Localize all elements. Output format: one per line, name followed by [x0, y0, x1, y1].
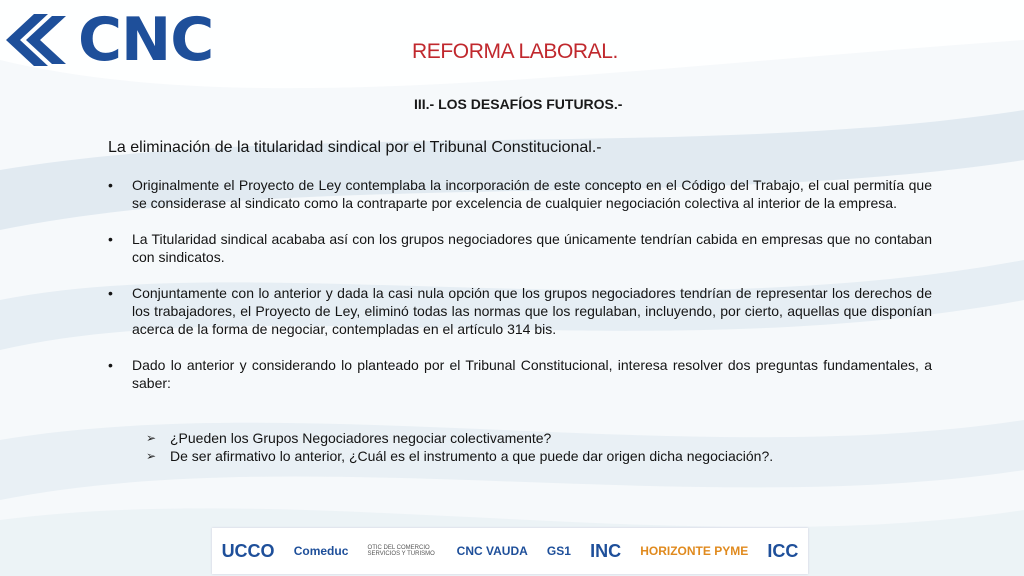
bullet-text: Originalmente el Proyecto de Ley contemplaba la incorporación de este concepto en el Código del Trabajo, el cual permitía que se considerase al sindicato como la contraparte por excelencia de cualquier negociación colectiva al interior de la empresa. — [132, 177, 932, 211]
cnc-logo — [4, 5, 240, 75]
bullet-marker: • — [108, 357, 113, 373]
icc-logo: ICC — [767, 540, 799, 561]
bullet-marker: • — [108, 231, 113, 247]
bullet-item — [108, 356, 932, 392]
bullet-marker: • — [108, 285, 113, 301]
ucco-logo: UCCO — [221, 540, 275, 561]
question-text: De ser afirmativo lo anterior, ¿Cuál es el instrumento a que puede dar origen dicha negociación?. — [170, 448, 774, 464]
otic-logo: OTIC DEL COMERCIO SERVICIOS Y TURISMO — [367, 545, 435, 557]
section-heading: III.- LOS DESAFÍOS FUTUROS.- — [414, 96, 623, 112]
bullet-text: Dado lo anterior y considerando lo planteado por el Tribunal Constitucional, interesa resolver dos preguntas fundamentales, a saber: — [132, 357, 932, 391]
sponsor-logo-strip — [212, 528, 808, 574]
bullet-marker: • — [108, 177, 113, 193]
cnc-vauda-logo: CNC VAUDA — [456, 544, 528, 558]
inc-logo: INC — [590, 540, 622, 561]
bullet-text: Conjuntamente con lo anterior y dada la casi nula opción que los grupos negociadores tendrían de representar los derechos de los trabajadores, el Proyecto de Ley, eliminó todas las normas que los regulaban, incluyendo, por cierto, aquellas que disponían acerca de la forma de negociar, contempladas en el artículo 314 bis. — [132, 285, 932, 337]
arrow-bullet-icon: ➢ — [146, 449, 157, 463]
question-list — [146, 429, 773, 465]
bullet-item — [108, 176, 932, 212]
slide-subtitle: La eliminación de la titularidad sindical por el Tribunal Constitucional.- — [108, 139, 602, 156]
comeduc-logo: Comeduc — [293, 544, 349, 558]
bullet-list — [108, 176, 932, 410]
question-item — [146, 429, 773, 447]
bullet-item — [108, 284, 932, 338]
gs1-logo: GS1 — [546, 544, 571, 558]
bullet-text: La Titularidad sindical acababa así con los grupos negociadores que únicamente tendrían cabida en empresas que no contaban con sindicatos. — [132, 231, 932, 265]
question-text: ¿Pueden los Grupos Negociadores negociar colectivamente? — [170, 430, 552, 446]
cnc-swoosh-icon — [4, 10, 74, 70]
question-item — [146, 447, 773, 465]
slide-title: REFORMA LABORAL. — [412, 40, 618, 63]
cnc-logo-text: CNC — [78, 5, 214, 75]
bullet-item — [108, 230, 932, 266]
horizonte-pyme-logo: HORIZONTE PYME — [640, 544, 749, 558]
arrow-bullet-icon: ➢ — [146, 431, 157, 445]
